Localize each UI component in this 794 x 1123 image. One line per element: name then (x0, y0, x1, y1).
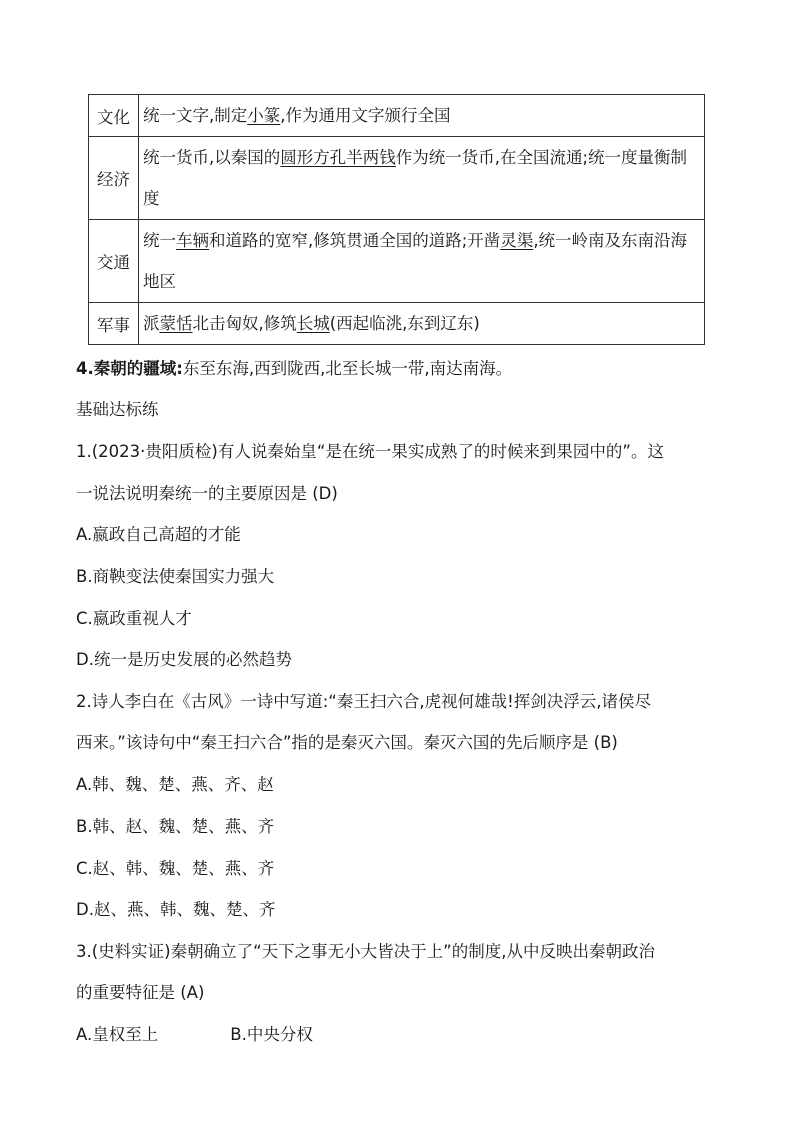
q3-stem-line2: 的重要特征是 (A) (76, 983, 205, 1002)
policy-row (89, 220, 705, 303)
description-text: 统一文字,制定 (143, 106, 248, 125)
q2-option-c: C.赵、韩、魏、楚、燕、齐 (76, 859, 275, 878)
policy-row (89, 303, 705, 345)
policy-row (89, 95, 705, 137)
territory-text: 东至东海,西到陇西,北至长城一带,南达南海。 (182, 359, 513, 378)
q3-option-a: A.皇权至上 (76, 1025, 159, 1044)
underlined-term: 车辆 (176, 231, 209, 250)
qin-policy-table (88, 94, 705, 345)
underlined-term: 小篆 (247, 106, 281, 125)
section-title: 基础达标练 (76, 400, 159, 419)
policy-row (89, 137, 705, 220)
q2-option-a: A.韩、魏、楚、燕、齐、赵 (76, 775, 274, 794)
q2-stem-line1: 2.诗人李白在《古风》一诗中写道:“秦王扫六合,虎视何雄哉!挥剑决浮云,诸侯尽 (76, 692, 651, 711)
underlined-term: 长城 (296, 314, 330, 333)
description-text: 统一 (143, 231, 176, 250)
description-text: (西起临洮,东到辽东) (329, 314, 480, 333)
q3-option-b: B.中央分权 (230, 1025, 313, 1044)
q1-option-b: B.商鞅变法使秦国实力强大 (76, 567, 275, 586)
description-text: 作为统一货币,在全国流通;统一度量衡制度 (143, 148, 688, 208)
q3-stem-line1: 3.(史料实证)秦朝确立了“天下之事无小大皆决于上”的制度,从中反映出秦朝政治 (76, 942, 655, 961)
policy-description (139, 303, 705, 345)
underlined-term: 灵渠 (500, 231, 534, 250)
q1-option-c: C.嬴政重视人才 (76, 609, 192, 628)
description-text: ,作为通用文字颁行全国 (280, 106, 451, 125)
underlined-term: 圆形方孔半两钱 (280, 148, 396, 167)
policy-description (139, 95, 705, 137)
territory-line (76, 355, 512, 379)
policy-category: 经济 (89, 137, 139, 220)
underlined-term: 蒙恬 (159, 314, 193, 333)
policy-category: 交通 (89, 220, 139, 303)
q3-options (76, 1021, 313, 1045)
description-text: ,统一岭南及东南沿海地区 (143, 231, 688, 291)
q2-option-b: B.韩、赵、魏、楚、燕、齐 (76, 817, 275, 836)
description-text: 北击匈奴,修筑 (192, 314, 297, 333)
policy-description (139, 220, 705, 303)
description-text: 派 (143, 314, 160, 333)
q1-stem-line2: 一说法说明秦统一的主要原因是 (D) (76, 484, 338, 503)
policy-description (139, 137, 705, 220)
policy-category: 军事 (89, 303, 139, 345)
q1-option-a: A.嬴政自己高超的才能 (76, 525, 241, 544)
policy-category: 文化 (89, 95, 139, 137)
q1-option-d: D.统一是历史发展的必然趋势 (76, 650, 292, 669)
description-text: 和道路的宽窄,修筑贯通全国的道路;开凿 (209, 231, 501, 250)
description-text: 统一货币,以秦国的 (143, 148, 281, 167)
territory-label: 4.秦朝的疆域: (76, 359, 183, 378)
q2-stem-line2: 西来。”该诗句中“秦王扫六合”指的是秦灭六国。秦灭六国的先后顺序是 (B) (76, 733, 618, 752)
q2-option-d: D.赵、燕、韩、魏、楚、齐 (76, 900, 276, 919)
q1-stem-line1: 1.(2023·贵阳质检)有人说秦始皇“是在统一果实成熟了的时候来到果园中的”。这 (76, 442, 664, 461)
